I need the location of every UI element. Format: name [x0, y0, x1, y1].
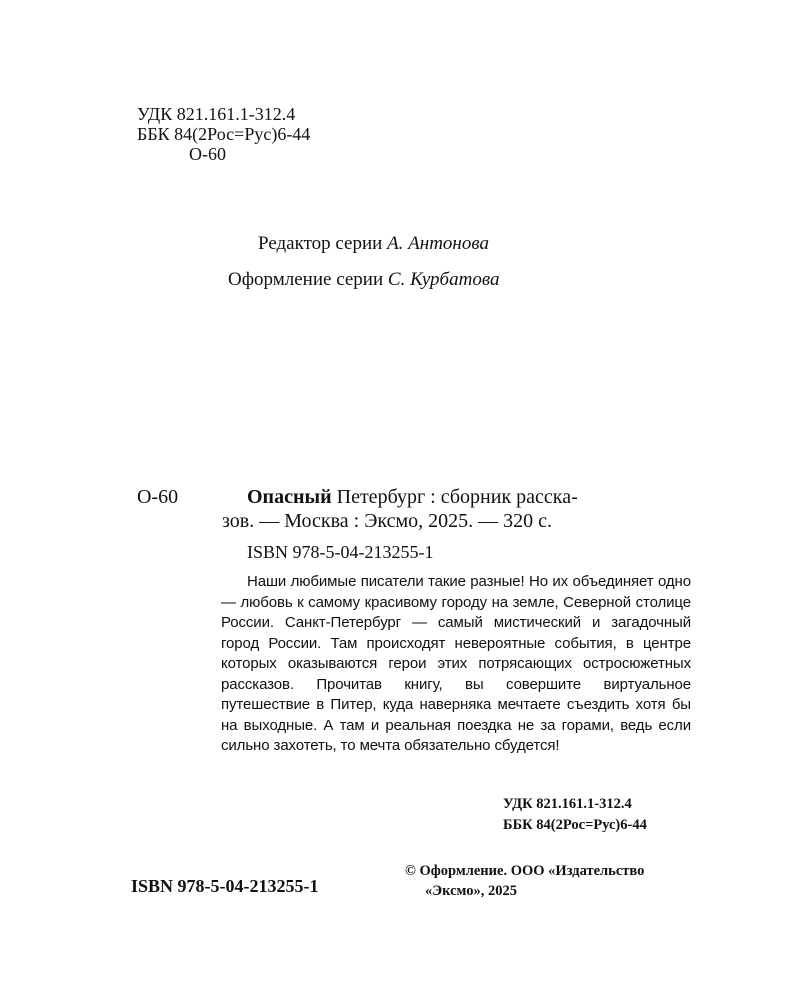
series-editor-name: А. Антонова — [387, 233, 489, 254]
series-design-label: Оформление серии — [228, 269, 384, 290]
title-bold: Опасный — [247, 486, 332, 508]
catalog-codes-bottom — [503, 794, 647, 836]
bibliographic-title — [247, 486, 578, 509]
entry-author-sign: О-60 — [137, 486, 179, 508]
series-editor-credit — [258, 233, 489, 255]
annotation-text: Наши любимые писатели такие разные! Но их объединяет одно — любовь к самому красивому городу на земле, Северной столице России. Санкт-Петербург — самый мистический и загадочный город России. Там происходят невероятные события, в центре которых оказываются герои этих потрясающих остросюжетных рассказов. Прочитав книгу, вы совершите виртуальное путешествие в Питер, куда наверняка мечтаете съездить хотя бы на выходные. А там и реальная поездка не за горами, ведь если сильно захотеть, то мечта обязательно сбудется! — [221, 573, 691, 754]
bibliographic-imprint: зов. — Москва : Эксмо, 2025. — 320 с. — [222, 510, 553, 532]
copyright-line-2: «Эксмо», 2025 — [425, 883, 517, 899]
udk-code-bottom: УДК 821.161.1-312.4 — [503, 796, 632, 812]
entry-isbn: ISBN 978-5-04-213255-1 — [247, 542, 434, 562]
footer-isbn: ISBN 978-5-04-213255-1 — [131, 876, 319, 896]
title-rest: Петербург : сборник расска- — [331, 486, 578, 508]
author-sign: О-60 — [189, 144, 226, 164]
udk-code: УДК 821.161.1-312.4 — [137, 104, 296, 124]
bbk-code-bottom: ББК 84(2Рос=Рус)6-44 — [503, 817, 647, 833]
bbk-code: ББК 84(2Рос=Рус)6-44 — [137, 124, 311, 144]
copyright-notice — [405, 861, 644, 901]
series-design-name: С. Курбатова — [387, 269, 500, 290]
series-design-credit — [228, 269, 499, 291]
catalog-codes-top — [137, 104, 310, 164]
series-editor-label: Редактор серии — [258, 233, 383, 254]
copyright-line-1: © Оформление. ООО «Издательство — [405, 863, 645, 879]
